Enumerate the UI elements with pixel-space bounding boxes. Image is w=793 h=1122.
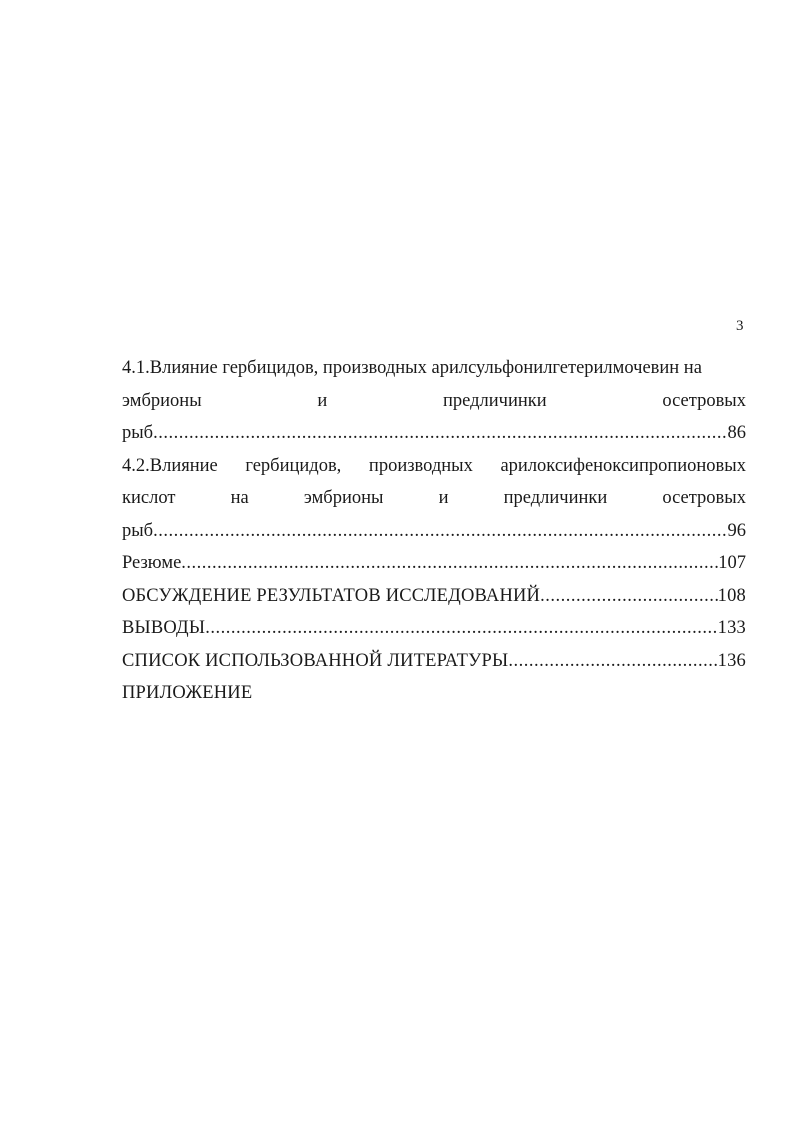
dot-leader [181,547,718,580]
dot-leader [153,417,727,450]
toc-word: предличинки [443,390,547,411]
toc-entry-conclusions[interactable] [122,612,746,645]
toc-entry-text: рыб [122,520,154,541]
toc-entry-4-1-line-1: 4.1.Влияние гербицидов, производных арилсульфонилгетерилмочевин на [122,358,702,378]
page-number: 3 [736,318,744,334]
table-of-contents [122,352,746,710]
dot-leader [508,645,717,678]
toc-entry-discussion[interactable] [122,580,746,613]
toc-entry-appendix[interactable] [122,677,746,710]
toc-word: гербицидов, [245,455,342,476]
toc-entry-summary[interactable] [122,547,746,580]
toc-entry-text: ПРИЛОЖЕНИЕ [122,683,253,703]
toc-page-number: 86 [727,423,746,443]
toc-word: и [438,488,449,508]
toc-entry-4-2-line-1 [122,450,746,483]
toc-entry-4-2-line-3[interactable] [122,515,746,548]
toc-word: кислот [122,488,176,508]
toc-word: осетровых [662,390,746,411]
toc-word: эмбрионы [303,488,384,508]
toc-entry-text: Резюме [122,553,182,573]
dot-leader [205,612,717,645]
toc-word: арилоксифеноксипропионовых [500,455,746,476]
toc-page-number: 96 [727,520,746,541]
toc-entry-text: рыб [122,423,154,443]
dot-leader [540,580,718,613]
toc-entry-text: СПИСОК ИСПОЛЬЗОВАННОЙ ЛИТЕРАТУРЫ [122,650,509,671]
toc-entry-text: ВЫВОДЫ [122,618,206,638]
toc-entry-4-2-line-2 [122,482,746,515]
toc-page-number: 107 [718,553,746,573]
toc-entry-references[interactable] [122,645,746,678]
toc-entry-text: ОБСУЖДЕНИЕ РЕЗУЛЬТАТОВ ИССЛЕДОВАНИЙ [122,585,541,606]
toc-page-number: 133 [717,618,746,638]
toc-word: и [317,390,328,411]
toc-word: производных [368,455,473,476]
dot-leader [153,515,727,548]
toc-entry-4-1-line-2 [122,385,746,418]
toc-word: предличинки [503,488,608,508]
toc-word: на [230,488,249,508]
toc-word: 4.2.Влияние [122,455,218,476]
toc-page-number: 108 [717,585,746,606]
toc-entry-4-1-line-3[interactable] [122,417,746,450]
toc-word: осетровых [662,488,746,508]
toc-page-number: 136 [717,650,746,671]
toc-word: эмбрионы [122,390,202,411]
